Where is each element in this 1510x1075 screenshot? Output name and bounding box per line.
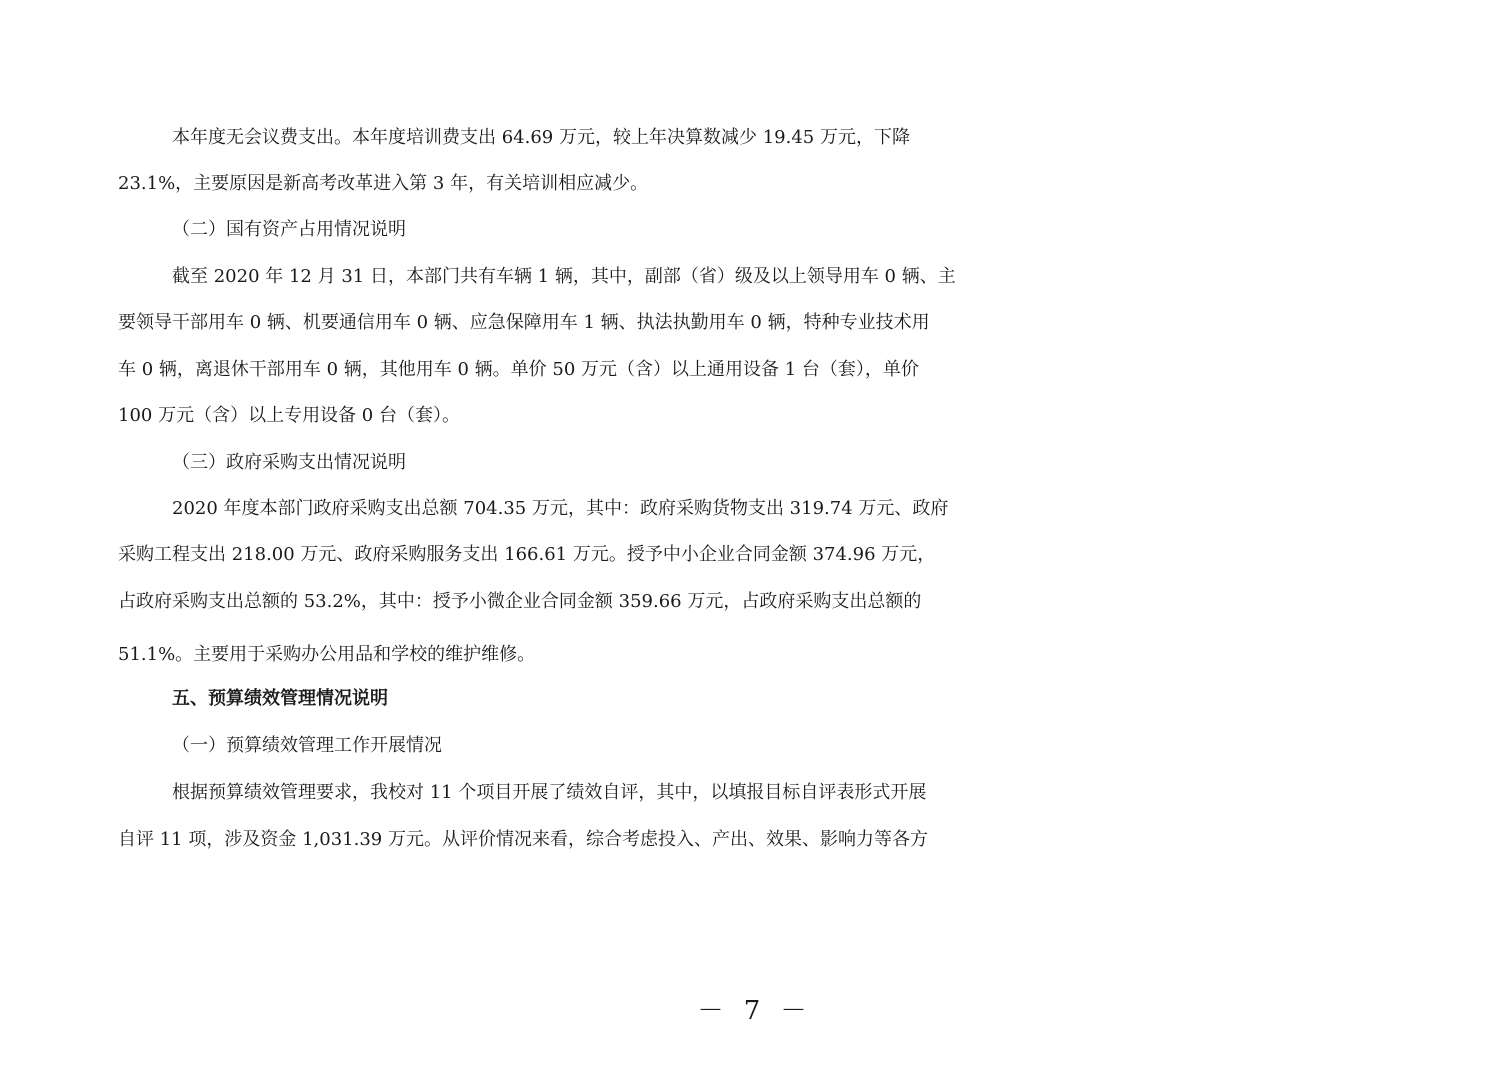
page-number: － 7 －	[697, 996, 813, 1026]
paragraph-line-performance-2: 自评 11 项，涉及资金 1,031.39 万元。从评价情况来看，综合考虑投入、产出、效果、影响力等各方	[118, 829, 928, 850]
paragraph-line-training-reason: 23.1%，主要原因是新高考改革进入第 3 年，有关培训相应减少。	[118, 173, 649, 194]
paragraph-line-vehicles-4: 100 万元（含）以上专用设备 0 台（套）。	[118, 405, 460, 426]
paragraph-line-procurement-2: 采购工程支出 218.00 万元、政府采购服务支出 166.61 万元。授予中小企业合同金额 374.96 万元，	[118, 544, 936, 565]
paragraph-line-training-fee: 本年度无会议费支出。本年度培训费支出 64.69 万元，较上年决算数减少 19.45 万元，下降	[172, 127, 910, 148]
paragraph-line-vehicles-3: 车 0 辆，离退休干部用车 0 辆，其他用车 0 辆。单价 50 万元（含）以上通用设备 1 台（套），单价	[118, 359, 919, 380]
paragraph-line-procurement-1: 2020 年度本部门政府采购支出总额 704.35 万元，其中：政府采购货物支出 319.74 万元、政府	[172, 498, 949, 519]
section-heading-procurement: （三）政府采购支出情况说明	[172, 452, 406, 473]
paragraph-line-performance-1: 根据预算绩效管理要求，我校对 11 个项目开展了绩效自评，其中，以填报目标自评表形式开展	[172, 782, 927, 803]
paragraph-line-procurement-4: 51.1%。主要用于采购办公用品和学校的维护维修。	[118, 644, 536, 665]
section-heading-performance-work: （一）预算绩效管理工作开展情况	[172, 735, 442, 756]
chapter-heading-performance: 五、预算绩效管理情况说明	[172, 688, 388, 709]
section-heading-state-assets: （二）国有资产占用情况说明	[172, 219, 406, 240]
paragraph-line-procurement-3: 占政府采购支出总额的 53.2%，其中：授予小微企业合同金额 359.66 万元，占政府采购支出总额的	[118, 591, 922, 612]
paragraph-line-vehicles-1: 截至 2020 年 12 月 31 日，本部门共有车辆 1 辆，其中，副部（省）级及以上领导用车 0 辆、主	[172, 266, 956, 287]
paragraph-line-vehicles-2: 要领导干部用车 0 辆、机要通信用车 0 辆、应急保障用车 1 辆、执法执勤用车 0 辆，特种专业技术用	[118, 312, 930, 333]
